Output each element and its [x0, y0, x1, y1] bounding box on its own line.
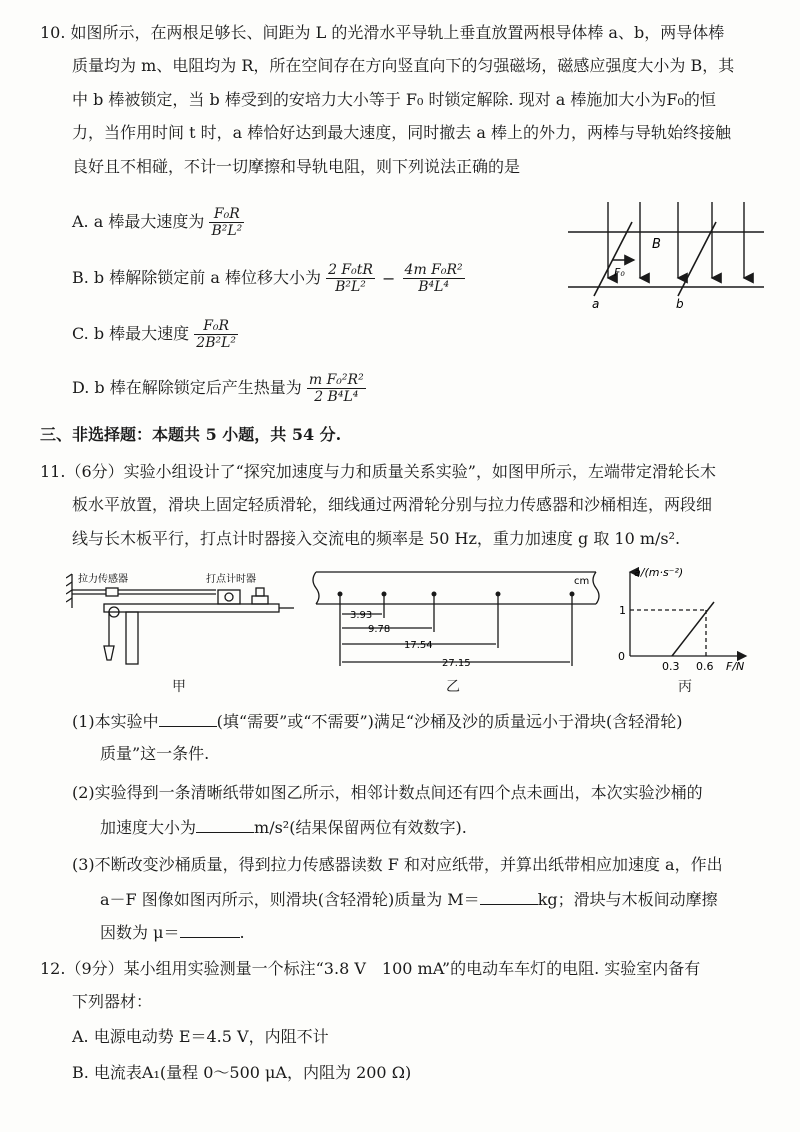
fig-bing-ylabel: a/(m·s⁻²): [634, 566, 684, 579]
q11-part-3-line-2: a－F 图像如图丙所示，则滑块(含轻滑轮)质量为 M＝ kg；滑块与木板间动摩擦: [100, 890, 718, 909]
q12-stem-line-2: 下列器材：: [72, 992, 153, 1011]
q11-part-1-blank[interactable]: [159, 710, 217, 727]
q10-option-b-fraction-1: $\frac{\text{2 F₀tR}}{\text{B²L²}}$: [328, 262, 373, 295]
fig-bing-xlabel: F/N: [726, 660, 745, 673]
q10-stem-line-4: 力，当作用时间 t 时，a 棒恰好达到最大速度，同时撤去 a 棒上的外力，两棒与导轨始终接触: [72, 123, 731, 142]
fig-bing-x2: 0.6: [696, 660, 714, 673]
fig-yi-d4: 27.15: [442, 658, 471, 669]
fig-bing-y1: 1: [619, 604, 626, 617]
fig-jia-caption: 甲: [172, 679, 186, 695]
q10-figure-b-rod-label: b: [676, 297, 684, 310]
q10-rail-figure: [568, 198, 768, 310]
fig-bing-x1: 0.3: [662, 660, 680, 673]
q10-option-b-fraction-2: $\frac{\text{4m F₀R²}}{\text{B⁴L⁴}}$: [404, 262, 463, 295]
q10-option-c: C. b 棒最大速度 $\frac{\text{F₀R}}{\text{2B²L²}}$: [72, 318, 236, 351]
q11-part-2-line-2: 加速度大小为 m/s²(结果保留两位有效数字).: [100, 818, 467, 837]
q10-figure-force-label: F₀: [614, 266, 625, 279]
fig-yi-caption: 乙: [446, 679, 460, 695]
q11-part-3-mass-blank[interactable]: [480, 888, 538, 905]
q11-stem-line-3: 线与长木板平行，打点计时器接入交流电的频率是 50 Hz，重力加速度 g 取 10 m/s².: [72, 529, 681, 548]
section-3-heading: 三、非选择题：本题共 5 小题，共 54 分.: [40, 425, 342, 444]
q12-item-b: B. 电流表A₁(量程 0～500 μA，内阻为 200 Ω): [72, 1063, 412, 1082]
q10-option-a-fraction: $\frac{\text{F₀R}}{\text{B²L²}}$: [211, 206, 243, 239]
q12-stem-line-1: 12.（9分）某小组用实验测量一个标注“3.8 V 100 mA”的电动车车灯的电阻. 实验室内备有: [40, 959, 701, 978]
q10-option-d-fraction: $\frac{\text{m F₀²R²}}{\text{2 B⁴L⁴}}$: [308, 372, 364, 405]
q10-option-d: D. b 棒在解除锁定后产生热量为 $\frac{\text{m F₀²R²}}{\text{2 B⁴L⁴}}$: [72, 372, 364, 405]
q12-item-a: A. 电源电动势 E＝4.5 V，内阻不计: [72, 1027, 329, 1046]
fig-jia-timer-label: 打点计时器: [206, 574, 256, 585]
fig-yi-d1: 3.93: [350, 610, 373, 621]
q11-part-1-line-2: 质量”这一条件.: [100, 744, 210, 763]
q10-stem-line-1: 10. 如图所示，在两根足够长、间距为 L 的光滑水平导轨上垂直放置两根导体棒 a、b，两导体棒: [40, 23, 725, 42]
q11-part-1-line-1: (1)本实验中 (填“需要”或“不需要”)满足“沙桶及沙的质量远小于滑块(含轻滑轮): [72, 712, 683, 731]
q11-part-3-friction-blank[interactable]: [180, 921, 240, 938]
fig-yi-tape: [306, 568, 606, 672]
fig-yi-d2: 9.78: [368, 624, 391, 635]
fig-bing-graph: [614, 562, 764, 674]
q10-figure-b-label: B: [652, 237, 661, 252]
q10-stem-line-5: 良好且不相碰，不计一切摩擦和导轨电阻，则下列说法正确的是: [72, 157, 521, 176]
q11-part-3-line-1: (3)不断改变沙桶质量，得到拉力传感器读数 F 和对应纸带，并算出纸带相应加速度 a，作出: [72, 855, 723, 874]
fig-yi-d3: 17.54: [404, 640, 433, 651]
fig-jia-apparatus: [66, 568, 296, 668]
q11-part-3-line-3: 因数为 μ＝ .: [100, 923, 245, 942]
q11-part-2-blank[interactable]: [196, 816, 254, 833]
fig-bing-caption: 丙: [678, 679, 692, 695]
q11-stem-line-1: 11.（6分）实验小组设计了“探究加速度与力和质量关系实验”，如图甲所示，左端带定滑轮长木: [40, 462, 716, 481]
q10-stem-line-3: 中 b 棒被锁定，当 b 棒受到的安培力大小等于 F₀ 时锁定解除. 现对 a 棒施加大小为F₀的恒: [72, 90, 716, 109]
q11-part-2-line-1: (2)实验得到一条清晰纸带如图乙所示，相邻计数点间还有四个点未画出，本次实验沙桶的: [72, 783, 703, 802]
q11-stem-line-2: 板水平放置，滑块上固定轻质滑轮，细线通过两滑轮分别与拉力传感器和沙桶相连，两段细: [72, 495, 713, 514]
q10-option-b: B. b 棒解除锁定前 a 棒位移大小为 $\frac{\text{2 F₀tR}}{\text{B²L²}}$ − $\frac{\text{4m F₀R²}}{\text{B⁴L⁴}}$: [72, 262, 463, 295]
q10-figure-a-label: a: [592, 297, 600, 310]
q10-stem-line-2: 质量均为 m、电阻均为 R，所在空间存在方向竖直向下的匀强磁场，磁感应强度大小为 B，其: [72, 56, 735, 75]
fig-yi-unit: cm: [574, 576, 590, 587]
fig-bing-origin: 0: [618, 650, 625, 663]
fig-jia-sensor-label: 拉力传感器: [78, 574, 128, 585]
q10-option-a: A. a 棒最大速度为 $\frac{\text{F₀R}}{\text{B²L²}}$: [72, 206, 243, 239]
q10-option-c-fraction: $\frac{\text{F₀R}}{\text{2B²L²}}$: [196, 318, 236, 351]
